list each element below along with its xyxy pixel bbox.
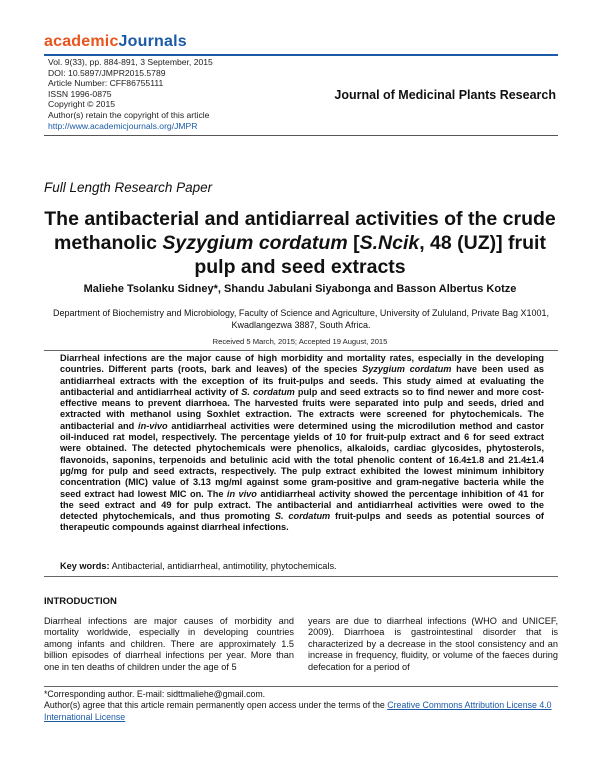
journal-url-link[interactable]: http://www.academicjournals.org/JMPR: [48, 120, 198, 131]
footnotes: [44, 689, 558, 723]
meta-doi: DOI: 10.5897/JMPR2015.5789: [48, 67, 166, 78]
corresponding-author: *Corresponding author. E-mail: sidttmaliehe@gmail.com.: [44, 689, 266, 699]
paper-type: Full Length Research Paper: [44, 180, 213, 195]
meta-article-number: Article Number: CFF86755111: [48, 78, 164, 89]
author-list: Maliehe Tsolanku Sidney*, Shandu Jabulani Siyabonga and Basson Albertus Kotze: [83, 283, 517, 295]
license-link[interactable]: Creative Commons Attribution License 4.0 International License: [44, 700, 552, 722]
intro-column-right: years are due to diarrheal infections (WHO and UNICEF, 2009). Diarrhoea is gastrointestinal disorder that is characterized by a decrease in the stool consistency and an increase in frequency, fluidity, or volume of the faeces during defecation for a period of: [308, 616, 558, 672]
intro-column-left: Diarrheal infections are major causes of morbidity and mortality worldwide, especially in developing countries among infants and children. There are approximately 1.5 billion episodes of diarrheal infections per year. More than one in ten deaths of children under the age of 5: [44, 616, 294, 672]
publisher-logo: academicJournals: [44, 33, 187, 50]
license-note: Author(s) agree that this article remain permanently open access under the terms of the Creative Commons Attribution License 4.0 International License: [44, 700, 552, 722]
received-accepted-dates: Received 5 March, 2015; Accepted 19 August, 2015: [212, 337, 388, 346]
article-metadata: [48, 57, 213, 131]
meta-volume: Vol. 9(33), pp. 884-891, 3 September, 2015: [48, 57, 213, 67]
meta-issn: ISSN 1996-0875: [48, 88, 112, 99]
meta-copyright: Copyright © 2015: [48, 99, 116, 110]
header-divider: [44, 135, 558, 136]
abstract-text: Diarrheal infections are the major cause of high morbidity and mortality rates, especially in the developing countries. Different parts (roots, bark and leaves) of the species Syzygium cordatum have been used as antidiarrheal extracts with the exception of its fruit-pulps and seeds. This study aimed at evaluating the antibacterial and antidiarrheal activity of S. cordatum pulp and seed extracts so to find newer and more cost-effective means to prevent diarrhoea. The harvested fruits were separated into pulp and seeds, dried and extracted with methanol using Soxhlet extraction. The extracts were screened for phytochemicals. The antibacterial and in-vivo antidiarrheal activities were determined using the microdilution method and castor oil-induced rat model, respectively. The percentage yields of 10 for fruit-pulp extract and 6 for seed extract were obtained. The detected phytochemicals were phenolics, alkaloids, cardiac glycosides, phytosterols, flavonoids, saponins, terpenoids and betulinic acid with the total phenolic content of 16.4±1.8 and 21.4±1.4 µg/mg for pulp and seed extracts, respectively. The pulp extract exhibited the lowest minimum inhibitory concentration (MIC) value of 3.13 mg/ml against some gram-positive and gram-negative bacteria while the seed extract had lowest MIC on. The in vivo antidiarrheal activity showed the percentage inhibition of 41 for the seed extract and 49 for pulp extract. The antibacterial and antidiarrheal activities were owed to the detected phytochemicals, and thus promoting S. cordatum fruit-pulps and seeds as potential sources of therapeutic compounds against diarrheal infections.: [60, 353, 544, 533]
paper-title: The antibacterial and antidiarreal activities of the crude methanolic Syzygium cordatum [S.Ncik, 48 (UZ)] fruit pulp and seed extracts: [44, 208, 556, 278]
footnote-divider: [44, 686, 558, 687]
section-heading-introduction: INTRODUCTION: [44, 596, 117, 607]
keywords: Key words: Antibacterial, antidiarrheal, antimotility, phytochemicals.: [60, 561, 337, 571]
logo-divider: [44, 54, 558, 56]
meta-rights: Author(s) retain the copyright of this article: [48, 109, 210, 120]
affiliation: Department of Biochemistry and Microbiology, Faculty of Science and Agriculture, University of Zululand, Private Bag X1001, Kwadlangezwa 3887, South Africa.: [52, 308, 550, 330]
journal-name: Journal of Medicinal Plants Research: [334, 88, 556, 102]
